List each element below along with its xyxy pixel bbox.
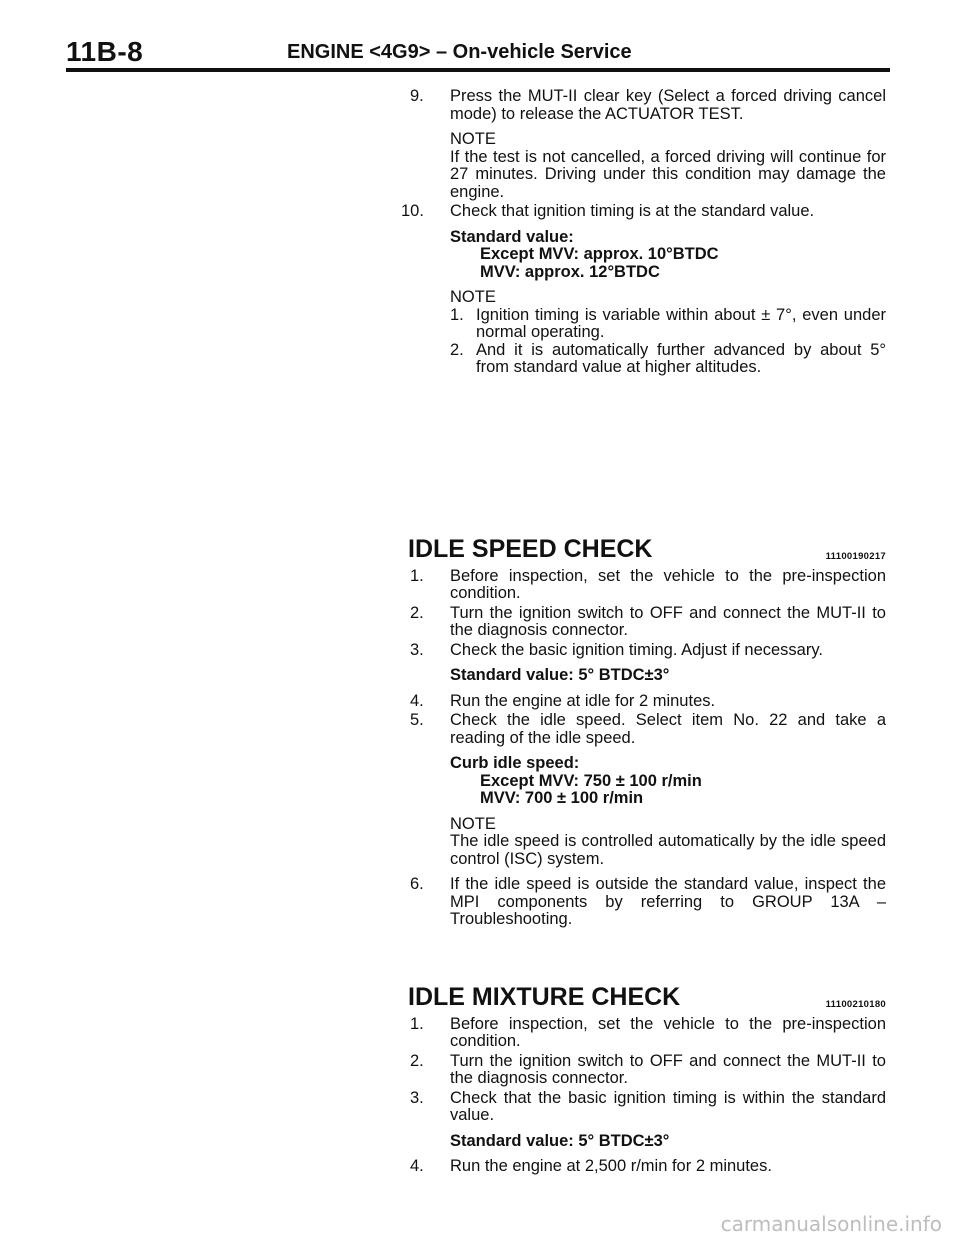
step-text: Check that the basic ignition timing is within the standard value. — [450, 1088, 886, 1124]
step-number: 3. — [410, 640, 424, 659]
section-code: 11100190217 — [825, 550, 886, 562]
step-text: Before inspection, set the vehicle to the pre-inspection condition. — [450, 566, 886, 602]
note-item-number: 2. — [450, 340, 464, 359]
procedure-step — [408, 1053, 886, 1088]
note-item — [450, 342, 886, 377]
note-text: The idle speed is controlled automatically by the idle speed control (ISC) system. — [450, 832, 886, 868]
section-heading-idle-speed — [408, 535, 886, 563]
note-item — [450, 307, 886, 342]
note-item-text: Ignition timing is variable within about ± 7°, even under normal operating. — [476, 305, 886, 341]
procedure-step — [408, 1090, 886, 1125]
step-number: 2. — [410, 1051, 424, 1070]
section-heading-idle-mixture — [408, 983, 886, 1011]
step-text: Check that ignition timing is at the standard value. — [450, 202, 815, 220]
note-label: NOTE — [450, 130, 496, 148]
standard-value: Standard value: 5° BTDC±3° — [450, 666, 670, 684]
note-item-text: And it is automatically further advanced by about 5° from standard value at higher altitudes. — [476, 340, 886, 376]
step-number: 6. — [410, 875, 424, 893]
standard-value-line: MVV: approx. 12°BTDC — [480, 262, 660, 281]
step-number: 2. — [410, 603, 424, 622]
curb-idle-label: Curb idle speed: — [450, 754, 580, 772]
note-item-number: 1. — [450, 305, 464, 324]
step-number: 1. — [410, 566, 424, 585]
procedure-step — [408, 642, 886, 660]
step-number: 10. — [401, 202, 424, 220]
step-text: If the idle speed is outside the standard value, inspect the MPI components by referring to GROUP 13A – Troubleshooting. — [450, 875, 886, 928]
step-number: 9. — [410, 87, 424, 105]
section-code: 11100210180 — [825, 998, 886, 1010]
procedure-step — [408, 605, 886, 640]
section-title: IDLE MIXTURE CHECK — [408, 982, 681, 1011]
step-number: 4. — [410, 1157, 424, 1175]
note-block — [450, 131, 886, 201]
procedure-step — [408, 693, 886, 711]
step-text: Check the basic ignition timing. Adjust if necessary. — [450, 640, 823, 659]
page-header — [0, 0, 960, 80]
page-number: 11B-8 — [66, 36, 144, 67]
procedure-step — [408, 712, 886, 747]
step-text: Run the engine at 2,500 r/min for 2 minutes. — [450, 1157, 772, 1175]
header-title: ENGINE <4G9> – On-vehicle Service — [287, 41, 632, 63]
curb-idle-line: Except MVV: 750 ± 100 r/min — [480, 771, 702, 790]
footer-watermark: carmanualsonline.info — [720, 1212, 942, 1236]
step-text: Run the engine at idle for 2 minutes. — [450, 691, 716, 710]
standard-value: Standard value: 5° BTDC±3° — [450, 1131, 670, 1150]
step-text: Turn the ignition switch to OFF and connect the MUT-II to the diagnosis connector. — [450, 603, 886, 639]
procedure-step-9 — [408, 88, 886, 123]
procedure-step — [408, 876, 886, 929]
note-block — [450, 289, 886, 377]
page-content — [401, 87, 886, 1178]
step-number: 4. — [410, 691, 424, 710]
procedure-step-10 — [401, 202, 886, 221]
step-number: 3. — [410, 1088, 424, 1107]
header-rule — [66, 68, 890, 72]
note-text: If the test is not cancelled, a forced driving will continue for 27 minutes. Driving under this condition may damage the engine. — [450, 147, 886, 201]
step-text: Check the idle speed. Select item No. 22 and take a reading of the idle speed. — [450, 711, 886, 747]
standard-value-line: Except MVV: approx. 10°BTDC — [480, 245, 719, 263]
standard-value-block — [450, 229, 886, 282]
step-number: 1. — [410, 1014, 424, 1033]
step-text: Before inspection, set the vehicle to the pre-inspection condition. — [450, 1014, 886, 1050]
step-number: 5. — [410, 711, 424, 729]
step-text: Turn the ignition switch to OFF and connect the MUT-II to the diagnosis connector. — [450, 1051, 886, 1087]
procedure-step — [408, 1158, 886, 1176]
procedure-step — [408, 1016, 886, 1051]
standard-value-label: Standard value: — [450, 227, 574, 246]
note-label: NOTE — [450, 814, 496, 833]
step-text: Press the MUT-II clear key (Select a forced driving cancel mode) to release the ACTUATOR TEST. — [450, 87, 886, 123]
curb-idle-block — [450, 755, 886, 808]
section-title: IDLE SPEED CHECK — [408, 534, 653, 563]
note-label: NOTE — [450, 288, 496, 306]
curb-idle-line: MVV: 700 ± 100 r/min — [480, 789, 644, 807]
procedure-step — [408, 568, 886, 603]
note-block — [450, 816, 886, 869]
